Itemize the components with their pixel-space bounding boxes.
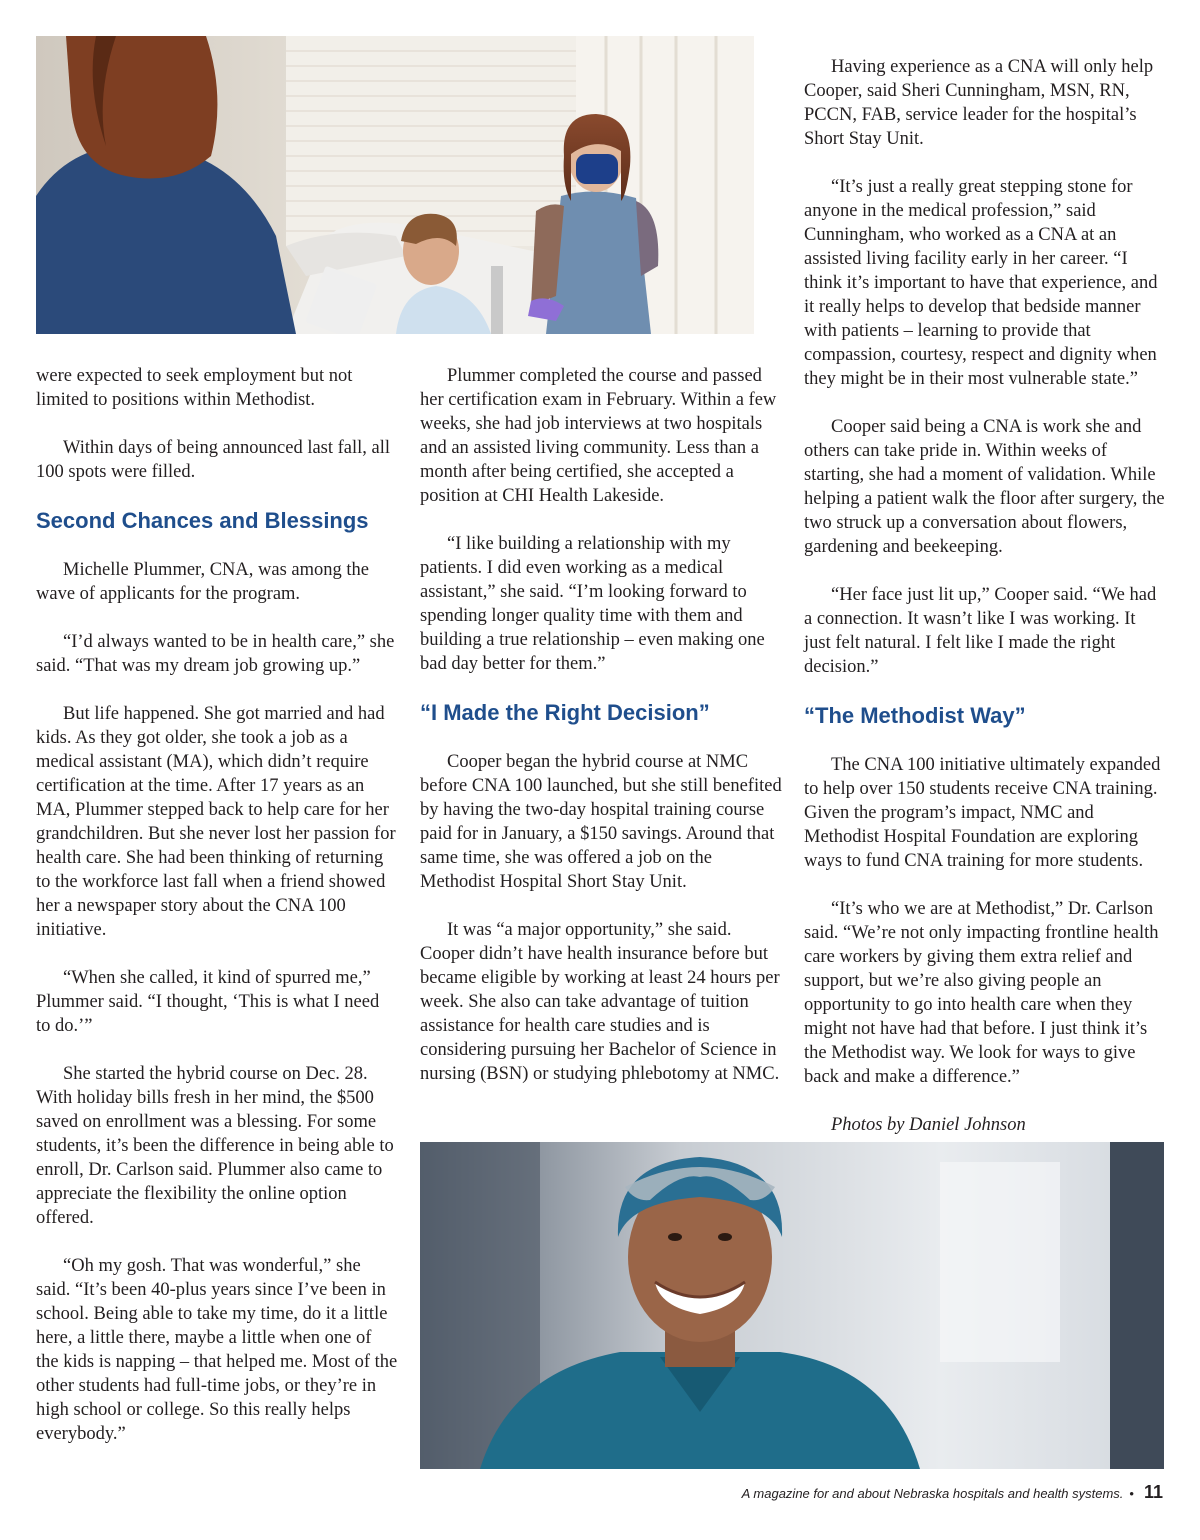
- paragraph: Michelle Plummer, CNA, was among the wave of applicants for the program.: [36, 560, 369, 604]
- paragraph: “I’d always wanted to be in health care,” she said. “That was my dream job growing up.”: [36, 632, 395, 676]
- bottom-photo: [420, 1142, 1164, 1469]
- section-heading: “I Made the Right Decision”: [420, 700, 710, 725]
- paragraph: “It’s just a really great stepping stone for anyone in the medical profession,” said Cunningham, who worked as a CNA at an assisted living facility early in her career. “I think it’s important to have that experience, and it really helps to develop that bedside manner with patients – learning to provide that compassion, courtesy, respect and dignity when they might be in their most vulnerable state.”: [804, 177, 1158, 389]
- paragraph: “I like building a relationship with my patients. I did even working as a medical assistant,” she said. “I’m looking forward to spending longer quality time with them and building a true relationship – even making one bad day better for them.”: [420, 534, 765, 674]
- paragraph: But life happened. She got married and had kids. As they got older, she took a job as a medical assistant (MA), which didn’t require certification at the time. After 17 years as an MA, Plummer stepped back to help care for her grandchildren. But she never lost her passion for health care. She had been thinking of returning to the workforce last fall when a friend showed her a newspaper story about the CNA 100 initiative.: [36, 704, 396, 940]
- photo-credit: Photos by Daniel Johnson: [831, 1115, 1026, 1135]
- paragraph: Cooper said being a CNA is work she and others can take pride in. Within weeks of starting, she had a moment of validation. While helping a patient walk the floor after surgery, the two struck up a conversation about flowers, gardening and beekeeping.: [804, 417, 1165, 557]
- page-number: 11: [1143, 1482, 1163, 1502]
- paragraph: Within days of being announced last fall, all 100 spots were filled.: [36, 438, 391, 482]
- column-3: [804, 55, 1166, 1161]
- section-heading: “The Methodist Way”: [804, 703, 1026, 728]
- paragraph: She started the hybrid course on Dec. 28. With holiday bills fresh in her mind, the $500 saved on enrollment was a blessing. For some students, it’s been the difference in being able to enroll, Dr. Carlson said. Plummer also came to appreciate the flexibility the online option offered.: [36, 1064, 394, 1228]
- paragraph: “Oh my gosh. That was wonderful,” she said. “It’s been 40-plus years since I’ve been in school. Being able to take my time, do it a little here, a little there, maybe a little when one of the kids is napping – that helped me. Most of the other students had full-time jobs, or they’re in high school or college. So this really helps everybody.”: [36, 1256, 398, 1444]
- page-footer: [0, 1482, 1163, 1503]
- paragraph: It was “a major opportunity,” she said. Cooper didn’t have health insurance before but became eligible by working at least 24 hours per week. She also can take advantage of tuition assistance for health care studies and is considering pursuing her Bachelor of Science in nursing (BSN) or studying phlebotomy at NMC.: [420, 920, 780, 1084]
- section-heading: Second Chances and Blessings: [36, 508, 369, 533]
- paragraph: Plummer completed the course and passed her certification exam in February. Within a few weeks, she had job interviews at two hospitals and an assisted living community. Less than a month after being certified, she accepted a position at CHI Health Lakeside.: [420, 366, 777, 506]
- paragraph: were expected to seek employment but not limited to positions within Methodist.: [36, 366, 353, 410]
- paragraph: “Her face just lit up,” Cooper said. “We had a connection. It wasn’t like I was working. It just felt natural. I felt like I made the right decision.”: [804, 585, 1157, 677]
- paragraph: Cooper began the hybrid course at NMC before CNA 100 launched, but she still benefited by having the two-day hospital training course paid for in January, a $150 savings. Around that same time, she was offered a job on the Methodist Hospital Short Stay Unit.: [420, 752, 782, 892]
- paragraph: “When she called, it kind of spurred me,” Plummer said. “I thought, ‘This is what I need to do.’”: [36, 968, 380, 1036]
- paragraph: “It’s who we are at Methodist,” Dr. Carlson said. “We’re not only impacting frontline health care workers by giving them extra relief and support, but we’re also giving people an opportunity to go into health care when they might not have had that before. I just think it’s the Methodist way. We look for ways to give back and make a difference.”: [804, 899, 1159, 1087]
- paragraph: The CNA 100 initiative ultimately expanded to help over 150 students receive CNA training. Given the program’s impact, NMC and Methodist Hospital Foundation are exploring ways to fund CNA training for more students.: [804, 755, 1161, 871]
- column-1: [36, 364, 398, 1470]
- column-2: [420, 364, 782, 1110]
- paragraph: Having experience as a CNA will only help Cooper, said Sheri Cunningham, MSN, RN, PCCN, FAB, service leader for the hospital’s Short Stay Unit.: [804, 57, 1154, 149]
- top-photo: [36, 36, 754, 334]
- magazine-tagline: A magazine for and about Nebraska hospitals and health systems.: [741, 1486, 1124, 1501]
- bullet-separator: •: [1129, 1486, 1134, 1501]
